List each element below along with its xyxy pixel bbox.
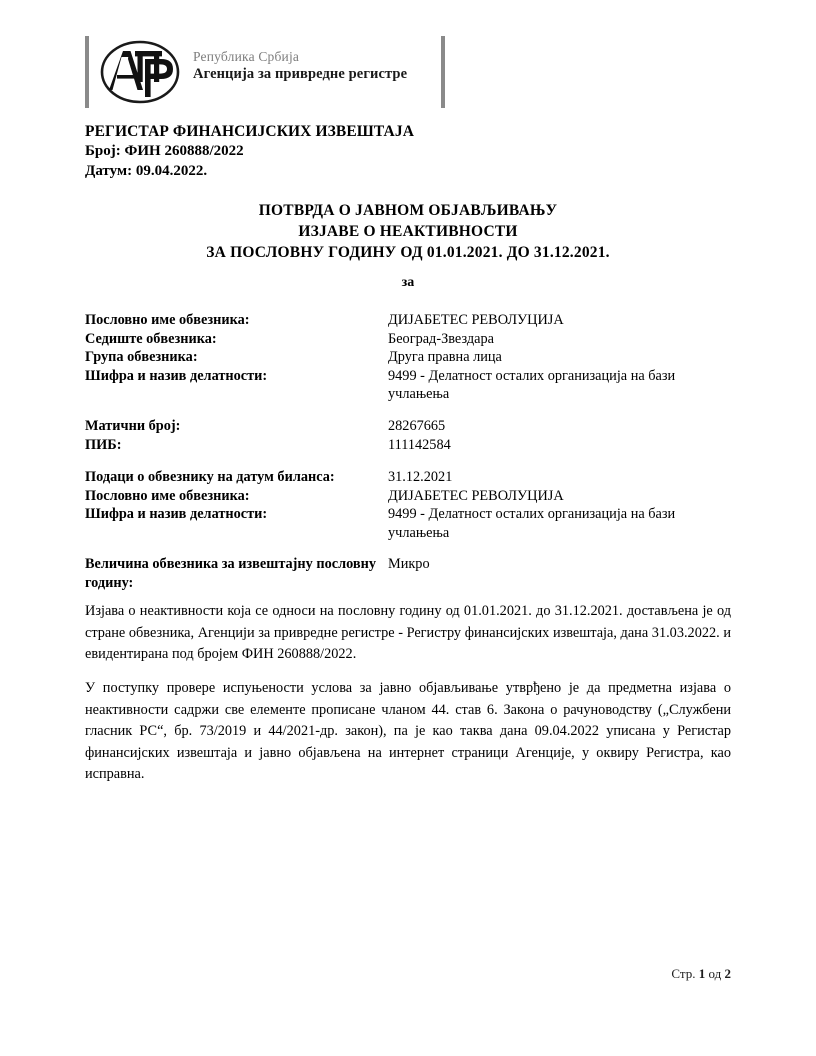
field-row-registration-number xyxy=(85,417,731,436)
field-label-seat: Седиште обвезника: xyxy=(85,330,217,347)
field-label-balance-business-name: Пословно име обвезника: xyxy=(85,487,250,504)
field-row-tax-id xyxy=(85,436,731,455)
field-label-balance-activity: Шифра и назив делатности: xyxy=(85,506,268,523)
letterhead-right-rule xyxy=(441,36,445,108)
field-value-group: Друга правна лица xyxy=(388,349,502,366)
field-value-seat: Београд-Звездара xyxy=(388,330,494,347)
letterhead-country: Република Србија xyxy=(193,49,300,64)
field-value-tax-id: 111142584 xyxy=(388,436,451,453)
field-value-registration-number: 28267665 xyxy=(388,417,446,434)
field-value-balance-activity: 9499 - Делатност осталих организација на бази учлањења xyxy=(388,506,676,541)
footer-of-label: од xyxy=(708,966,722,981)
page-footer xyxy=(85,966,731,982)
field-row-seat xyxy=(85,330,731,349)
footer-current-page: 1 xyxy=(698,966,706,981)
field-value-balance-business-name: ДИЈАБЕТЕС РЕВОЛУЦИЈА xyxy=(388,487,564,504)
letterhead xyxy=(85,36,445,108)
document-title-line-3: ЗА ПОСЛОВНУ ГОДИНУ ОД 01.01.2021. ДО 31.12.2021. xyxy=(206,244,610,261)
document-title-line-2: ИЗЈАВЕ О НЕАКТИВНОСТИ xyxy=(298,223,518,240)
entity-details-block xyxy=(85,311,731,454)
field-row-business-name xyxy=(85,311,731,330)
body-paragraph-1: Изјава о неактивности која се односи на пословну годину од 01.01.2021. до 31.12.2021. достављена је од стране обвезника, Агенцији за привредне регистре - Регистру финансијских извештаја, дана 31.03.2022. и евидентирана под бројем ФИН 260888/2022. xyxy=(85,603,731,662)
letterhead-agency: Агенција за привредне регистре xyxy=(193,66,408,82)
registry-number: Број: ФИН 260888/2022 xyxy=(85,143,244,159)
footer-total-pages: 2 xyxy=(724,966,731,981)
letterhead-text xyxy=(193,48,439,84)
apr-logo-icon xyxy=(99,39,181,105)
letterhead-left-rule xyxy=(85,36,89,108)
field-label-business-name: Пословно име обвезника: xyxy=(85,312,250,328)
field-value-activity: 9499 - Делатност осталих организација на бази учлањења xyxy=(388,367,676,403)
field-row-balance-date xyxy=(85,468,731,487)
balance-date-details-block xyxy=(85,468,731,591)
field-row-entity-size xyxy=(85,555,731,591)
document-title xyxy=(85,200,731,292)
document-title-for-label: за xyxy=(401,275,415,290)
document-title-line-1: ПОТВРДА О ЈАВНОМ ОБЈАВЉИВАЊУ xyxy=(258,202,558,219)
field-label-registration-number: Матични број: xyxy=(85,417,181,434)
field-row-activity xyxy=(85,367,731,404)
field-value-entity-size: Микро xyxy=(388,556,430,573)
field-value-balance-date: 31.12.2021 xyxy=(388,469,453,485)
field-row-balance-business-name xyxy=(85,487,731,506)
field-label-entity-size: Величина обвезника за извештајну пословну годину: xyxy=(85,556,377,591)
field-label-group: Група обвезника: xyxy=(85,349,198,366)
field-row-group xyxy=(85,348,731,367)
field-value-business-name: ДИЈАБЕТЕС РЕВОЛУЦИЈА xyxy=(388,312,564,328)
footer-prefix: Стр. xyxy=(671,966,696,981)
field-label-activity: Шифра и назив делатности: xyxy=(85,367,268,384)
field-row-balance-activity xyxy=(85,505,731,542)
registry-date: Датум: 09.04.2022. xyxy=(85,162,208,179)
body-paragraph-2: У поступку провере испуњености услова за јавно објављивање утврђено је да предметна изјава о неактивности садржи све елементе прописане чланом 44. став 6. Закона о рачуноводству („Службени гласник РС“, бр. 73/2019 и 44/2021-др. закон), па је као таква дана 09.04.2022 уписана у Регистар финансијских извештаја и јавно објављена на интернет страници Агенције, у оквиру Регистра, као исправна. xyxy=(85,680,731,782)
registry-header xyxy=(85,122,725,181)
field-label-tax-id: ПИБ: xyxy=(85,436,122,453)
registry-title: РЕГИСТАР ФИНАНСИЈСКИХ ИЗВЕШТАЈА xyxy=(85,123,414,140)
field-label-balance-date: Подаци о обвезнику на датум биланса: xyxy=(85,469,335,485)
